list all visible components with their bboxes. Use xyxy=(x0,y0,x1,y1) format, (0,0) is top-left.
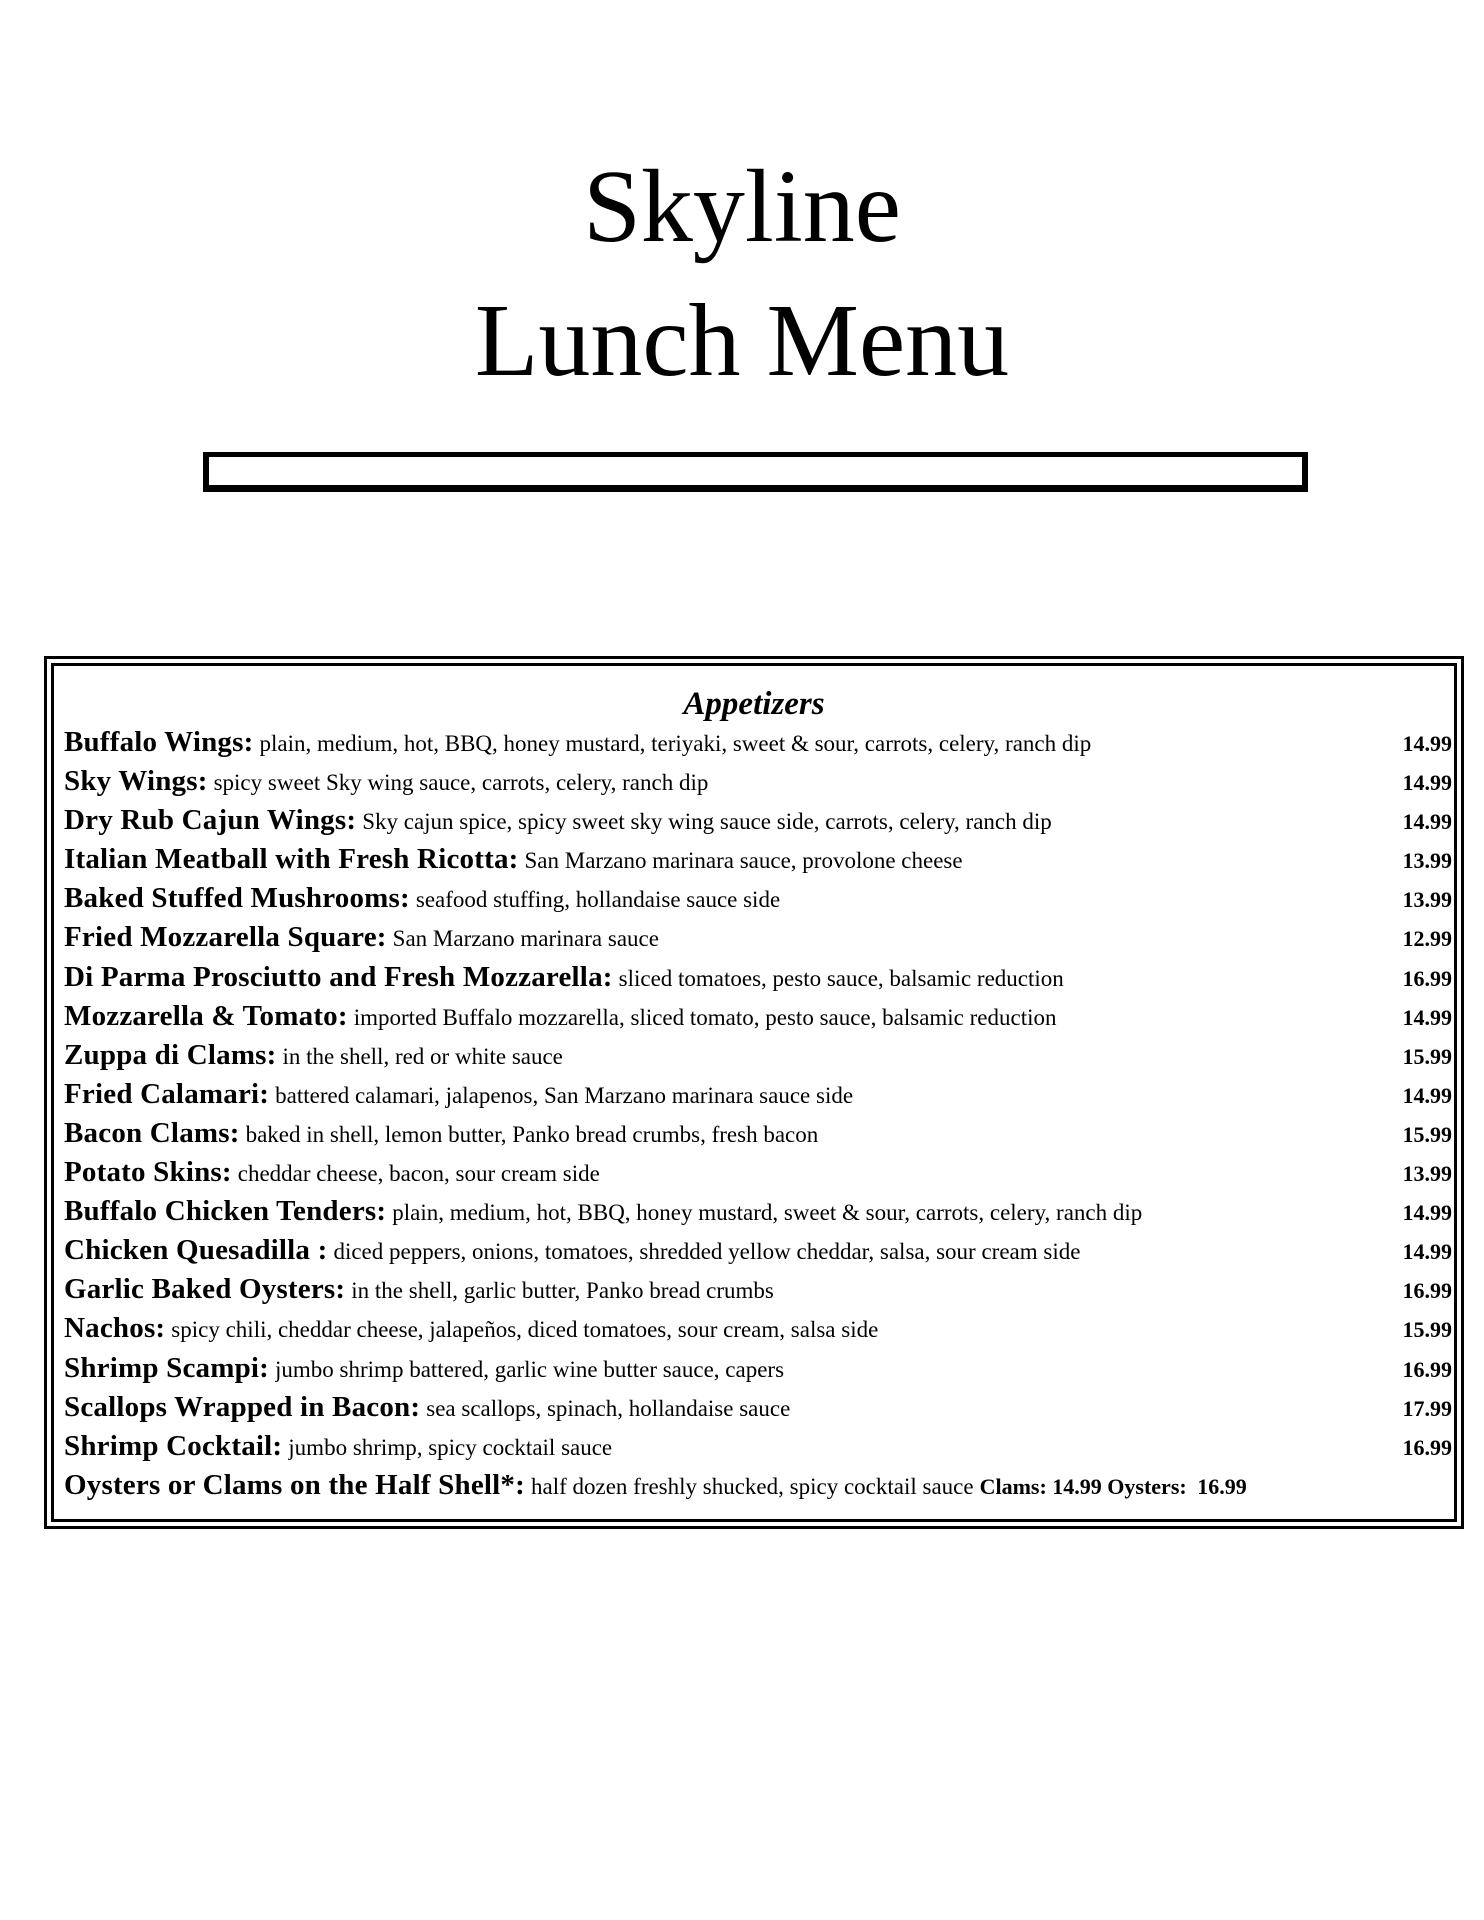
menu-item-price: 14.99 xyxy=(1402,1082,1452,1108)
menu-item-description: plain, medium, hot, BBQ, honey mustard, sweet & sour, carrots, celery, ranch dip xyxy=(392,1200,1143,1226)
menu-item-price: 14.99 xyxy=(1402,731,1452,756)
menu-item-description: in the shell, red or white sauce xyxy=(282,1043,563,1069)
menu-item-description: Sky cajun spice, spicy sweet sky wing sauce side, carrots, celery, ranch dip xyxy=(362,809,1052,835)
menu-item xyxy=(64,1312,1452,1351)
menu-item-price: 13.99 xyxy=(1402,1161,1452,1187)
menu-item xyxy=(64,921,1452,960)
menu-item xyxy=(64,882,1452,921)
menu-item-name: Bacon Clams: xyxy=(64,1116,240,1149)
menu-item-description: diced peppers, onions, tomatoes, shredded yellow cheddar, salsa, sour cream side xyxy=(333,1239,1081,1265)
menu-item-name: Zuppa di Clams: xyxy=(64,1038,277,1071)
menu-item xyxy=(64,843,1452,882)
menu-item-price: 16.99 xyxy=(1402,1434,1452,1460)
menu-item-description: baked in shell, lemon butter, Panko bread crumbs, fresh bacon xyxy=(245,1121,819,1147)
menu-item-price: 16.99 xyxy=(1402,1356,1452,1382)
menu-item xyxy=(64,1195,1452,1234)
menu-item-price: 15.99 xyxy=(1402,1317,1452,1343)
menu-item xyxy=(64,961,1452,1000)
page-title-line-2: Lunch Menu xyxy=(474,283,1010,398)
menu-item-name: Di Parma Prosciutto and Fresh Mozzarella: xyxy=(64,960,613,993)
menu-item xyxy=(64,804,1452,843)
menu-item-name: Mozzarella & Tomato: xyxy=(64,999,348,1032)
menu-item-description: San Marzano marinara sauce, provolone cheese xyxy=(524,848,963,874)
menu-item-price: 14.99 xyxy=(1402,1200,1452,1226)
menu-item-description: jumbo shrimp battered, garlic wine butter sauce, capers xyxy=(275,1356,785,1382)
menu-item-name: Potato Skins: xyxy=(64,1156,232,1189)
menu-item-price: 12.99 xyxy=(1402,926,1452,952)
menu-item xyxy=(64,1039,1452,1078)
menu-item xyxy=(64,765,1452,804)
menu-item-name: Fried Calamari: xyxy=(64,1077,270,1110)
menu-item-price: 14.99 xyxy=(1402,1239,1452,1265)
menu-item xyxy=(64,1117,1452,1156)
menu-item xyxy=(64,1430,1452,1469)
menu-item-description: half dozen freshly shucked, spicy cocktail sauce xyxy=(530,1473,974,1499)
menu-item-price: 16.99 xyxy=(1402,1278,1452,1304)
menu-item-description: in the shell, garlic butter, Panko bread crumbs xyxy=(351,1278,774,1304)
menu-item-description: seafood stuffing, hollandaise sauce side xyxy=(415,887,781,913)
menu-item-price: 15.99 xyxy=(1402,1121,1452,1147)
menu-item-name: Sky Wings: xyxy=(64,765,208,798)
menu-item-name: Italian Meatball with Fresh Ricotta: xyxy=(64,843,519,876)
menu-item-price: 14.99 xyxy=(1402,770,1452,796)
menu-item-price: 16.99 xyxy=(1197,1473,1247,1499)
menu-item xyxy=(64,1352,1452,1391)
menu-item-description: battered calamari, jalapenos, San Marzano marinara sauce side xyxy=(275,1082,854,1108)
menu-item xyxy=(64,1000,1452,1039)
title-divider-bar xyxy=(203,452,1308,492)
menu-item-name: Chicken Quesadilla : xyxy=(64,1234,328,1267)
menu-item-description: spicy sweet Sky wing sauce, carrots, celery, ranch dip xyxy=(213,770,709,796)
menu-item-price: 15.99 xyxy=(1402,1043,1452,1069)
menu-item xyxy=(64,1234,1452,1273)
menu-item-name: Baked Stuffed Mushrooms: xyxy=(64,882,410,915)
menu-item-list xyxy=(64,726,1452,1508)
menu-item-description: spicy chili, cheddar cheese, jalapeños, diced tomatoes, sour cream, salsa side xyxy=(171,1317,879,1343)
menu-item-name: Fried Mozzarella Square: xyxy=(64,921,387,954)
menu-item-price-options: Clams: 14.99 Oysters: xyxy=(979,1473,1187,1499)
menu-item xyxy=(64,726,1452,765)
menu-item-price: 13.99 xyxy=(1402,887,1452,913)
menu-item xyxy=(64,1273,1452,1312)
page-title-line-1: Skyline xyxy=(583,149,901,264)
menu-item-price: 16.99 xyxy=(1402,965,1452,991)
appetizers-frame xyxy=(44,656,1464,1529)
menu-item-description: cheddar cheese, bacon, sour cream side xyxy=(237,1161,600,1187)
menu-item-name: Shrimp Scampi: xyxy=(64,1351,270,1384)
menu-item-name: Garlic Baked Oysters: xyxy=(64,1273,346,1306)
menu-item-name: Shrimp Cocktail: xyxy=(64,1429,283,1462)
menu-item xyxy=(64,1469,1452,1508)
menu-item-price: 13.99 xyxy=(1402,848,1452,874)
menu-item-description: plain, medium, hot, BBQ, honey mustard, teriyaki, sweet & sour, carrots, celery, ranch dip xyxy=(259,731,1092,756)
menu-item xyxy=(64,1078,1452,1117)
section-heading: Appetizers xyxy=(683,686,825,722)
menu-item-name: Nachos: xyxy=(64,1312,166,1345)
menu-item-description: sea scallops, spinach, hollandaise sauce xyxy=(426,1395,791,1421)
menu-item-description: San Marzano marinara sauce xyxy=(392,926,659,952)
menu-item-name: Oysters or Clams on the Half Shell*: xyxy=(64,1468,525,1501)
page-title xyxy=(0,140,1484,408)
menu-item xyxy=(64,1391,1452,1430)
menu-item-name: Scallops Wrapped in Bacon: xyxy=(64,1390,421,1423)
menu-item-price: 14.99 xyxy=(1402,1004,1452,1030)
menu-item-name: Dry Rub Cajun Wings: xyxy=(64,804,357,837)
menu-item-price: 14.99 xyxy=(1402,809,1452,835)
menu-item-name: Buffalo Wings: xyxy=(64,726,254,758)
menu-item-description: sliced tomatoes, pesto sauce, balsamic reduction xyxy=(618,965,1064,991)
menu-item xyxy=(64,1156,1452,1195)
menu-item-price: 17.99 xyxy=(1402,1395,1452,1421)
menu-item-description: imported Buffalo mozzarella, sliced tomato, pesto sauce, balsamic reduction xyxy=(353,1004,1057,1030)
menu-item-description: jumbo shrimp, spicy cocktail sauce xyxy=(288,1434,613,1460)
menu-item-name: Buffalo Chicken Tenders: xyxy=(64,1195,387,1228)
appetizers-frame-inner xyxy=(51,663,1457,1522)
